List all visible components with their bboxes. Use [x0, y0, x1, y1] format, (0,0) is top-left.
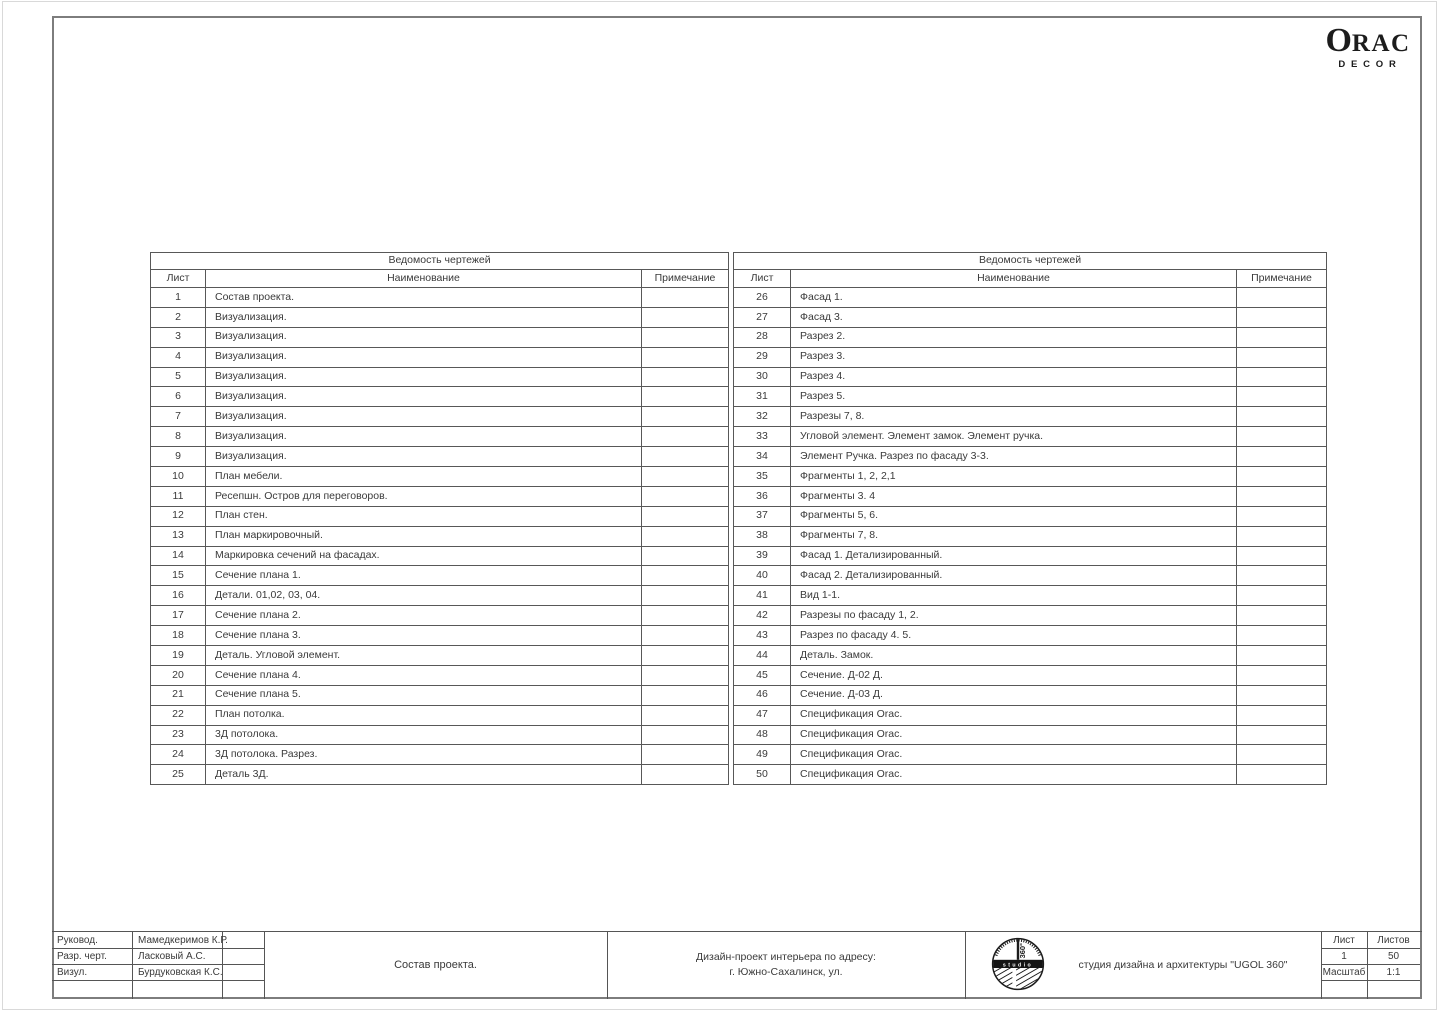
- table-row: [151, 407, 729, 427]
- cell-note: [1237, 606, 1327, 626]
- cell-drawing-name: Сечение. Д-02 Д.: [791, 665, 1237, 685]
- cell-sheet-number: 19: [151, 646, 206, 666]
- cell-note: [1237, 546, 1327, 566]
- cell-note: [642, 546, 729, 566]
- project-description: [607, 932, 965, 998]
- cell-sheet-number: 35: [734, 467, 791, 487]
- table-title-row: [734, 253, 1327, 270]
- table-row: [151, 586, 729, 606]
- sheet-label: Лист: [1333, 934, 1355, 946]
- col-header-name: Наименование: [206, 270, 642, 288]
- cell-note: [642, 646, 729, 666]
- cell-sheet-number: 10: [151, 467, 206, 487]
- cell-drawing-name: Визуализация.: [206, 407, 642, 427]
- table-row: [734, 765, 1327, 785]
- cell-drawing-name: Разрез по фасаду 4. 5.: [791, 626, 1237, 646]
- cell-note: [1237, 725, 1327, 745]
- table-row: [151, 427, 729, 447]
- cell-note: [642, 606, 729, 626]
- table-row: [151, 486, 729, 506]
- orac-subtitle: DECOR: [1338, 59, 1402, 70]
- cell-drawing-name: Разрезы по фасаду 1, 2.: [791, 606, 1237, 626]
- cell-sheet-number: 48: [734, 725, 791, 745]
- cell-drawing-name: Сечение плана 4.: [206, 665, 642, 685]
- table-row: [734, 586, 1327, 606]
- table-row: [151, 685, 729, 705]
- cell-note: [642, 367, 729, 387]
- scale-label: Масштаб: [1322, 966, 1366, 978]
- cell-sheet-number: 6: [151, 387, 206, 407]
- table-row: [151, 447, 729, 467]
- col-header-sheet: Лист: [734, 270, 791, 288]
- cell-sheet-number: 28: [734, 327, 791, 347]
- cell-note: [1237, 566, 1327, 586]
- table-row: [734, 665, 1327, 685]
- cell-drawing-name: 3Д потолока.: [206, 725, 642, 745]
- cell-sheet-number: 17: [151, 606, 206, 626]
- cell-drawing-name: Разрез 2.: [791, 327, 1237, 347]
- cell-sheet-number: 40: [734, 566, 791, 586]
- cell-note: [1237, 427, 1327, 447]
- cell-sheet-number: 21: [151, 685, 206, 705]
- cell-note: [1237, 526, 1327, 546]
- table-row: [734, 546, 1327, 566]
- sheets-label: Листов: [1377, 934, 1410, 946]
- table-title: Ведомость чертежей: [734, 253, 1327, 270]
- cell-sheet-number: 44: [734, 646, 791, 666]
- table-row: [734, 705, 1327, 725]
- cell-sheet-number: 47: [734, 705, 791, 725]
- table-row: [151, 665, 729, 685]
- sheets-value: 50: [1387, 950, 1400, 962]
- cell-note: [642, 685, 729, 705]
- cell-drawing-name: Деталь. Угловой элемент.: [206, 646, 642, 666]
- cell-note: [1237, 486, 1327, 506]
- cell-note: [642, 467, 729, 487]
- table-row: [151, 387, 729, 407]
- table-header-row: [734, 270, 1327, 288]
- table-row: [734, 288, 1327, 308]
- document-title: Состав проекта.: [394, 959, 477, 971]
- studio-name: студия дизайна и архитектуры "UGOL 360": [1078, 959, 1288, 971]
- cell-note: [1237, 586, 1327, 606]
- table-row: [151, 626, 729, 646]
- cell-drawing-name: План маркировочный.: [206, 526, 642, 546]
- table-row: [734, 626, 1327, 646]
- cell-sheet-number: 49: [734, 745, 791, 765]
- cell-sheet-number: 15: [151, 566, 206, 586]
- cell-drawing-name: Фрагменты 1, 2, 2,1: [791, 467, 1237, 487]
- cell-drawing-name: Визуализация.: [206, 327, 642, 347]
- table-row: [734, 745, 1327, 765]
- cell-note: [1237, 447, 1327, 467]
- cell-note: [1237, 367, 1327, 387]
- cell-note: [1237, 626, 1327, 646]
- cell-note: [1237, 467, 1327, 487]
- cell-drawing-name: Вид 1-1.: [791, 586, 1237, 606]
- cell-note: [642, 427, 729, 447]
- cell-sheet-number: 33: [734, 427, 791, 447]
- cell-drawing-name: Состав проекта.: [206, 288, 642, 308]
- ugol360-logo-icon: [990, 936, 1046, 992]
- orac-initial: O: [1325, 22, 1352, 59]
- cell-note: [1237, 705, 1327, 725]
- cell-drawing-name: Визуализация.: [206, 387, 642, 407]
- cell-drawing-name: Фасад 1.: [791, 288, 1237, 308]
- cell-drawing-name: Фасад 1. Детализированный.: [791, 546, 1237, 566]
- table-row: [734, 447, 1327, 467]
- table-row: [151, 606, 729, 626]
- cell-sheet-number: 31: [734, 387, 791, 407]
- cell-drawing-name: Сечение плана 1.: [206, 566, 642, 586]
- cell-sheet-number: 9: [151, 447, 206, 467]
- cell-sheet-number: 39: [734, 546, 791, 566]
- col-header-name: Наименование: [791, 270, 1237, 288]
- table-row: [734, 347, 1327, 367]
- cell-note: [1237, 506, 1327, 526]
- cell-note: [642, 745, 729, 765]
- table-title: Ведомость чертежей: [151, 253, 729, 270]
- cell-sheet-number: 12: [151, 506, 206, 526]
- table-row: [734, 606, 1327, 626]
- cell-sheet-number: 5: [151, 367, 206, 387]
- cell-drawing-name: Разрезы 7, 8.: [791, 407, 1237, 427]
- table-row: [734, 387, 1327, 407]
- table-row: [734, 327, 1327, 347]
- cell-sheet-number: 41: [734, 586, 791, 606]
- cell-drawing-name: Визуализация.: [206, 447, 642, 467]
- cell-sheet-number: 32: [734, 407, 791, 427]
- cell-note: [642, 407, 729, 427]
- table-row: [151, 526, 729, 546]
- cell-sheet-number: 26: [734, 288, 791, 308]
- table-row: [734, 506, 1327, 526]
- cell-drawing-name: Элемент Ручка. Разрез по фасаду 3-3.: [791, 447, 1237, 467]
- cell-note: [1237, 288, 1327, 308]
- cell-note: [1237, 646, 1327, 666]
- project-line2: г. Южно-Сахалинск, ул.: [729, 966, 843, 978]
- table-row: [734, 646, 1327, 666]
- cell-note: [642, 447, 729, 467]
- cell-drawing-name: Визуализация.: [206, 427, 642, 447]
- table-row: [151, 307, 729, 327]
- cell-drawing-name: Сечение плана 2.: [206, 606, 642, 626]
- cell-sheet-number: 34: [734, 447, 791, 467]
- cell-sheet-number: 13: [151, 526, 206, 546]
- table-row: [734, 307, 1327, 327]
- cell-drawing-name: Ресепшн. Остров для переговоров.: [206, 486, 642, 506]
- cell-sheet-number: 42: [734, 606, 791, 626]
- cell-drawing-name: План стен.: [206, 506, 642, 526]
- cell-note: [1237, 307, 1327, 327]
- divider: [132, 932, 133, 999]
- divider: [1321, 980, 1420, 981]
- table-row: [151, 765, 729, 785]
- cell-note: [642, 626, 729, 646]
- cell-sheet-number: 29: [734, 347, 791, 367]
- sheet-value: 1: [1341, 950, 1347, 962]
- table-row: [151, 705, 729, 725]
- cell-sheet-number: 7: [151, 407, 206, 427]
- title-block: [52, 931, 1422, 999]
- cell-drawing-name: Фрагменты 3. 4: [791, 486, 1237, 506]
- table-row: [151, 745, 729, 765]
- cell-note: [642, 347, 729, 367]
- cell-drawing-name: Фрагменты 5, 6.: [791, 506, 1237, 526]
- cell-sheet-number: 50: [734, 765, 791, 785]
- cell-sheet-number: 37: [734, 506, 791, 526]
- logo-360-text: 360°: [1018, 942, 1027, 959]
- col-header-note: Примечание: [1237, 270, 1327, 288]
- drawing-register-table-right: [733, 252, 1327, 785]
- table-title-row: [151, 253, 729, 270]
- cell-note: [1237, 685, 1327, 705]
- cell-drawing-name: Угловой элемент. Элемент замок. Элемент ручка.: [791, 427, 1237, 447]
- cell-drawing-name: Маркировка сечений на фасадах.: [206, 546, 642, 566]
- cell-drawing-name: План потолка.: [206, 705, 642, 725]
- cell-note: [1237, 765, 1327, 785]
- cell-drawing-name: Спецификация Orac.: [791, 745, 1237, 765]
- table-row: [734, 526, 1327, 546]
- table-row: [151, 347, 729, 367]
- role-label: Руковод.: [57, 934, 98, 946]
- cell-sheet-number: 36: [734, 486, 791, 506]
- cell-note: [1237, 327, 1327, 347]
- cell-drawing-name: Спецификация Orac.: [791, 705, 1237, 725]
- cell-note: [1237, 347, 1327, 367]
- table-row: [734, 467, 1327, 487]
- cell-note: [642, 665, 729, 685]
- cell-note: [642, 725, 729, 745]
- cell-drawing-name: Спецификация Orac.: [791, 765, 1237, 785]
- table-row: [151, 725, 729, 745]
- cell-drawing-name: Визуализация.: [206, 347, 642, 367]
- cell-sheet-number: 25: [151, 765, 206, 785]
- person-name: Ласковый А.С.: [138, 950, 206, 962]
- cell-sheet-number: 45: [734, 665, 791, 685]
- divider: [965, 932, 966, 999]
- cell-drawing-name: Спецификация Orac.: [791, 725, 1237, 745]
- cell-sheet-number: 27: [734, 307, 791, 327]
- orac-rest: RAC: [1351, 30, 1411, 57]
- table-row: [734, 427, 1327, 447]
- cell-sheet-number: 14: [151, 546, 206, 566]
- cell-drawing-name: Фасад 2. Детализированный.: [791, 566, 1237, 586]
- cell-note: [642, 486, 729, 506]
- cell-note: [1237, 407, 1327, 427]
- cell-sheet-number: 8: [151, 427, 206, 447]
- cell-sheet-number: 24: [151, 745, 206, 765]
- cell-sheet-number: 4: [151, 347, 206, 367]
- table-row: [151, 566, 729, 586]
- person-name: Бурдуковская К.С.: [138, 966, 223, 978]
- col-header-note: Примечание: [642, 270, 729, 288]
- cell-drawing-name: Визуализация.: [206, 307, 642, 327]
- scale-value: 1:1: [1386, 966, 1401, 978]
- table-row: [734, 367, 1327, 387]
- drawing-register-table-left: [150, 252, 729, 785]
- cell-drawing-name: Детали. 01,02, 03, 04.: [206, 586, 642, 606]
- cell-sheet-number: 30: [734, 367, 791, 387]
- cell-note: [642, 307, 729, 327]
- orac-decor-logo: [1327, 24, 1409, 70]
- cell-sheet-number: 3: [151, 327, 206, 347]
- cell-sheet-number: 22: [151, 705, 206, 725]
- cell-sheet-number: 2: [151, 307, 206, 327]
- table-header-row: [151, 270, 729, 288]
- cell-note: [642, 526, 729, 546]
- cell-sheet-number: 43: [734, 626, 791, 646]
- cell-drawing-name: План мебели.: [206, 467, 642, 487]
- table-row: [734, 407, 1327, 427]
- cell-sheet-number: 23: [151, 725, 206, 745]
- cell-drawing-name: Фасад 3.: [791, 307, 1237, 327]
- table-row: [151, 327, 729, 347]
- logo-studio-text: studio: [1002, 962, 1034, 969]
- cell-sheet-number: 1: [151, 288, 206, 308]
- cell-note: [642, 288, 729, 308]
- cell-sheet-number: 46: [734, 685, 791, 705]
- table-row: [151, 288, 729, 308]
- cell-sheet-number: 20: [151, 665, 206, 685]
- cell-note: [1237, 745, 1327, 765]
- cell-note: [1237, 665, 1327, 685]
- project-line1: Дизайн-проект интерьера по адресу:: [696, 950, 876, 963]
- cell-sheet-number: 16: [151, 586, 206, 606]
- cell-drawing-name: Разрез 5.: [791, 387, 1237, 407]
- table-row: [734, 486, 1327, 506]
- cell-sheet-number: 11: [151, 486, 206, 506]
- cell-drawing-name: Фрагменты 7, 8.: [791, 526, 1237, 546]
- col-header-sheet: Лист: [151, 270, 206, 288]
- cell-drawing-name: Разрез 3.: [791, 347, 1237, 367]
- cell-note: [642, 506, 729, 526]
- cell-drawing-name: Сечение плана 3.: [206, 626, 642, 646]
- role-label: Разр. черт.: [57, 950, 107, 962]
- cell-drawing-name: Деталь. Замок.: [791, 646, 1237, 666]
- cell-note: [642, 327, 729, 347]
- cell-note: [642, 566, 729, 586]
- cell-sheet-number: 18: [151, 626, 206, 646]
- cell-drawing-name: Сечение. Д-03 Д.: [791, 685, 1237, 705]
- cell-note: [642, 586, 729, 606]
- role-label: Визул.: [57, 966, 88, 978]
- cell-drawing-name: 3Д потолока. Разрез.: [206, 745, 642, 765]
- divider: [52, 980, 264, 981]
- table-row: [734, 566, 1327, 586]
- cell-sheet-number: 38: [734, 526, 791, 546]
- table-row: [151, 546, 729, 566]
- person-name: Мамедкеримов К.Р.: [138, 934, 228, 946]
- cell-note: [1237, 387, 1327, 407]
- orac-wordmark: [1327, 24, 1409, 58]
- table-row: [151, 367, 729, 387]
- table-row: [734, 725, 1327, 745]
- cell-drawing-name: Визуализация.: [206, 367, 642, 387]
- table-row: [151, 506, 729, 526]
- cell-note: [642, 387, 729, 407]
- cell-drawing-name: Деталь 3Д.: [206, 765, 642, 785]
- table-row: [151, 646, 729, 666]
- table-row: [151, 467, 729, 487]
- cell-note: [642, 765, 729, 785]
- cell-drawing-name: Сечение плана 5.: [206, 685, 642, 705]
- table-row: [734, 685, 1327, 705]
- cell-drawing-name: Разрез 4.: [791, 367, 1237, 387]
- cell-note: [642, 705, 729, 725]
